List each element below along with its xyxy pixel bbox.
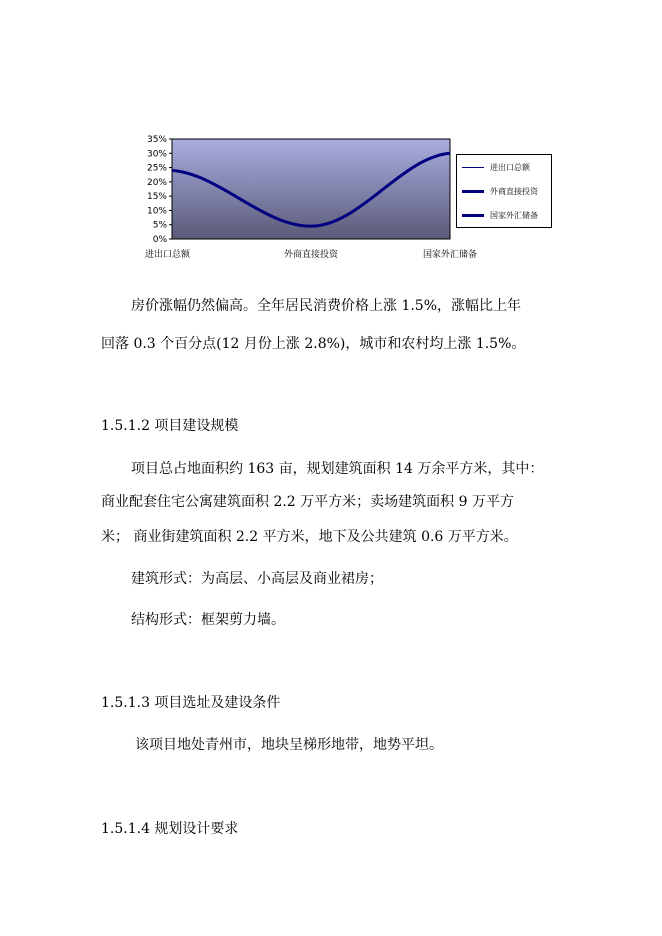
paragraph-line: 回落 0.3 个百分点(12 月份上涨 2.8%)，城市和农村均上涨 1.5%。 [101,336,526,352]
paragraph-line: 房价涨幅仍然偏高。全年居民消费价格上涨 1.5%，涨幅比上年 [131,298,522,314]
paragraph-line: 该项目地处青州市，地块呈梯形地带，地势平坦。 [135,737,443,753]
chart-legend [456,154,552,228]
x-tick-label: 进出口总额 [145,250,191,260]
y-tick-label: 20% [146,177,167,188]
legend-item [462,209,538,221]
y-tick-label: 25% [146,163,167,174]
legend-item [462,185,538,197]
x-tick-label: 外商直接投资 [283,250,339,260]
paragraph-line: 商业配套住宅公寓建筑面积 2.2 万平方米；卖场建筑面积 9 万平方 [101,494,514,510]
legend-label: 进出口总额 [490,162,530,172]
y-tick-label: 5% [152,220,167,231]
section-heading: 1.5.1.2 项目建设规模 [101,418,239,434]
paragraph-line: 项目总占地面积约 163 亩，规划建筑面积 14 万余平方米，其中： [131,461,544,477]
y-tick-label: 35% [146,135,167,145]
paragraph-line: 米； 商业街建筑面积 2.2 平方米，地下及公共建筑 0.6 万平方米。 [101,529,518,545]
legend-label: 外商直接投资 [490,186,538,196]
y-tick-label: 10% [146,206,167,217]
legend-item [462,161,530,173]
legend-swatch [462,214,484,217]
y-tick-label: 0% [152,235,167,245]
x-tick-label: 国家外汇储备 [422,250,478,260]
paragraph-line: 建筑形式：为高层、小高层及商业裙房； [131,571,383,587]
section-heading: 1.5.1.4 规划设计要求 [101,821,239,837]
legend-label: 国家外汇储备 [490,210,538,220]
y-tick-label: 30% [146,149,167,160]
legend-swatch [462,190,484,193]
paragraph-line: 结构形式：框架剪力墙。 [131,612,285,628]
legend-swatch [462,167,484,168]
y-tick-label: 15% [146,192,167,203]
plot-area [172,139,450,239]
section-heading: 1.5.1.3 项目选址及建设条件 [101,695,281,711]
